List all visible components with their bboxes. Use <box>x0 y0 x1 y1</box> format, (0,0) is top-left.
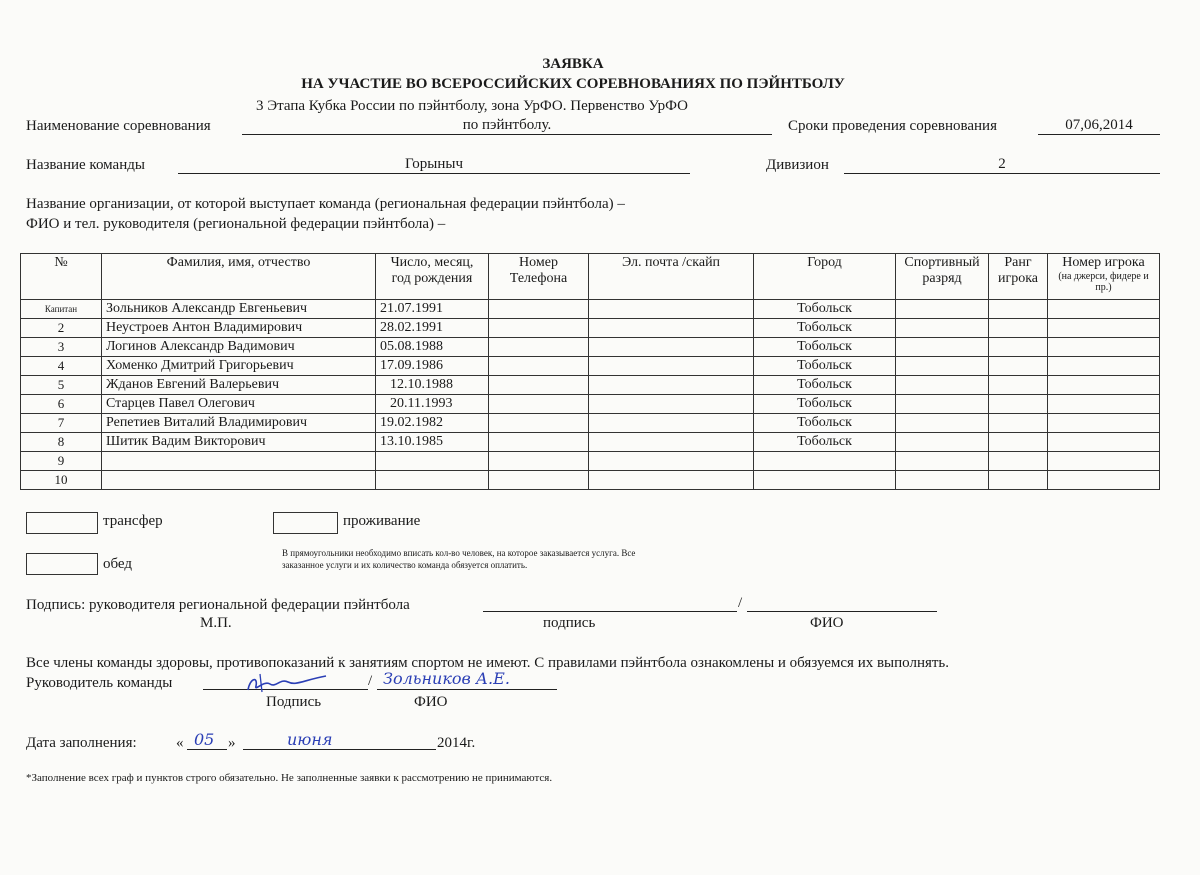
cell-fio: Хоменко Дмитрий Григорьевич <box>102 357 376 376</box>
signature-line[interactable] <box>483 595 737 612</box>
head-label: ФИО и тел. руководителя (региональной федерации пэйнтбола) – <box>26 216 446 232</box>
cell-sport-rank <box>896 414 989 433</box>
services-note: В прямоугольники необходимо вписать кол-во человек, на которое заказывается услуга. Все заказанное услуги и их количество команда обязуется оплатить. <box>282 548 636 570</box>
cell-city: Тобольск <box>754 338 896 357</box>
cell-dob: 12.10.1988 <box>376 376 489 395</box>
cell-email <box>589 338 754 357</box>
header-email: Эл. почта /скайп <box>589 254 754 300</box>
cell-num: 3 <box>21 338 102 357</box>
cell-player-rank <box>989 319 1048 338</box>
cell-sport-rank <box>896 357 989 376</box>
health-statement: Все члены команды здоровы, противопоказаний к занятиям спортом не имеют. С правилами пэйнтбола ознакомлены и обязуемся их выполнять. <box>26 655 950 671</box>
cell-email <box>589 376 754 395</box>
fio-label: ФИО <box>810 615 844 631</box>
header-player-rank: Ранг игрока <box>989 254 1048 300</box>
cell-player-number <box>1048 338 1160 357</box>
cell-fio: Репетиев Виталий Владимирович <box>102 414 376 433</box>
date-month: июня <box>287 730 333 749</box>
organization-label: Название организации, от которой выступает команда (региональная федерации пэйнтбола) – <box>26 196 625 212</box>
cell-phone <box>489 376 589 395</box>
transfer-count-box[interactable] <box>26 512 98 534</box>
cell-email <box>589 471 754 490</box>
team-leader-label: Руководитель команды <box>26 675 173 691</box>
cell-num: 8 <box>21 433 102 452</box>
cell-sport-rank <box>896 433 989 452</box>
cell-num: 5 <box>21 376 102 395</box>
header-dob: Число, месяц, год рождения <box>376 254 489 300</box>
cell-sport-rank <box>896 376 989 395</box>
cell-city: Тобольск <box>754 376 896 395</box>
cell-player-rank <box>989 376 1048 395</box>
cell-player-number <box>1048 471 1160 490</box>
cell-dob <box>376 452 489 471</box>
cell-player-rank <box>989 471 1048 490</box>
team-leader-slash: / <box>368 673 373 689</box>
cell-fio <box>102 452 376 471</box>
table-row <box>21 433 1160 452</box>
dates-label: Сроки проведения соревнования <box>788 118 997 134</box>
handwritten-signature-icon <box>240 670 330 696</box>
housing-count-box[interactable] <box>273 512 338 534</box>
cell-city: Тобольск <box>754 300 896 319</box>
competition-label: Наименование соревнования <box>26 118 211 134</box>
table-row <box>21 338 1160 357</box>
podpis-label: подпись <box>543 615 596 631</box>
team-leader-podpis-label: Подпись <box>266 694 322 710</box>
header-fio: Фамилия, имя, отчество <box>102 254 376 300</box>
cell-player-rank <box>989 395 1048 414</box>
table-row <box>21 395 1160 414</box>
table-row <box>21 319 1160 338</box>
cell-sport-rank <box>896 395 989 414</box>
header-sport-rank: Спортивный разряд <box>896 254 989 300</box>
cell-phone <box>489 338 589 357</box>
cell-dob: 19.02.1982 <box>376 414 489 433</box>
cell-player-number <box>1048 357 1160 376</box>
footnote: *Заполнение всех граф и пунктов строго обязательно. Не заполненные заявки к рассмотрению не принимаются. <box>26 772 553 784</box>
cell-fio: Шитик Вадим Викторович <box>102 433 376 452</box>
signature-label: Подпись: руководителя региональной федерации пэйнтбола <box>26 597 410 613</box>
cell-city: Тобольск <box>754 357 896 376</box>
transfer-label: трансфер <box>103 513 163 529</box>
cell-email <box>589 433 754 452</box>
table-row <box>21 471 1160 490</box>
date-open-quote: « <box>176 735 184 751</box>
cell-player-number <box>1048 452 1160 471</box>
date-month-line[interactable] <box>243 733 436 750</box>
cell-city: Тобольск <box>754 433 896 452</box>
cell-fio: Неустроев Антон Владимирович <box>102 319 376 338</box>
cell-num: Капитан <box>21 300 102 319</box>
cell-player-rank <box>989 452 1048 471</box>
table-row <box>21 357 1160 376</box>
subtitle: НА УЧАСТИЕ ВО ВСЕРОССИЙСКИХ СОРЕВНОВАНИЯХ ПО ПЭЙНТБОЛУ <box>301 76 845 92</box>
cell-dob: 20.11.1993 <box>376 395 489 414</box>
cell-player-rank <box>989 300 1048 319</box>
team-value: Горыныч <box>178 155 690 174</box>
cell-phone <box>489 395 589 414</box>
cell-num: 9 <box>21 452 102 471</box>
cell-dob: 05.08.1988 <box>376 338 489 357</box>
cell-player-rank <box>989 338 1048 357</box>
signature-fio-line[interactable] <box>747 595 937 612</box>
date-label: Дата заполнения: <box>26 735 137 751</box>
cell-city <box>754 452 896 471</box>
table-header-row <box>21 254 1160 300</box>
cell-sport-rank <box>896 471 989 490</box>
cell-phone <box>489 357 589 376</box>
header-player-number: Номер игрока (на джерси, фидере и пр.) <box>1048 254 1160 300</box>
cell-dob: 21.07.1991 <box>376 300 489 319</box>
cell-player-number <box>1048 319 1160 338</box>
division-value: 2 <box>844 155 1160 174</box>
cell-phone <box>489 414 589 433</box>
cell-sport-rank <box>896 338 989 357</box>
players-table <box>20 253 1160 490</box>
cell-phone <box>489 319 589 338</box>
cell-fio: Старцев Павел Олегович <box>102 395 376 414</box>
cell-dob <box>376 471 489 490</box>
cell-sport-rank <box>896 300 989 319</box>
cell-num: 7 <box>21 414 102 433</box>
housing-label: проживание <box>343 513 421 529</box>
table-row <box>21 300 1160 319</box>
cell-phone <box>489 300 589 319</box>
mp-label: М.П. <box>200 615 232 631</box>
table-row <box>21 414 1160 433</box>
cell-num: 2 <box>21 319 102 338</box>
cell-num: 4 <box>21 357 102 376</box>
cell-num: 6 <box>21 395 102 414</box>
division-label: Дивизион <box>766 157 829 173</box>
cell-email <box>589 319 754 338</box>
cell-sport-rank <box>896 452 989 471</box>
cell-player-rank <box>989 433 1048 452</box>
meals-label: обед <box>103 556 133 572</box>
cell-fio: Зольников Александр Евгеньевич <box>102 300 376 319</box>
competition-value-line1: 3 Этапа Кубка России по пэйнтболу, зона УрФО. Первенство УрФО <box>256 98 689 114</box>
dates-value: 07,06,2014 <box>1038 116 1160 135</box>
cell-fio <box>102 471 376 490</box>
cell-email <box>589 300 754 319</box>
cell-city <box>754 471 896 490</box>
cell-city: Тобольск <box>754 319 896 338</box>
signature-slash: / <box>738 595 743 611</box>
team-leader-fio-handwritten: Зольников А.Е. <box>383 669 510 688</box>
competition-value-line2: по пэйнтболу. <box>242 116 772 135</box>
cell-player-number <box>1048 300 1160 319</box>
cell-city: Тобольск <box>754 414 896 433</box>
team-label: Название команды <box>26 157 145 173</box>
date-day: 05 <box>194 730 215 749</box>
cell-dob: 28.02.1991 <box>376 319 489 338</box>
cell-email <box>589 357 754 376</box>
cell-dob: 17.09.1986 <box>376 357 489 376</box>
cell-player-rank <box>989 357 1048 376</box>
title: ЗАЯВКА <box>542 56 604 72</box>
header-city: Город <box>754 254 896 300</box>
cell-player-rank <box>989 414 1048 433</box>
date-close-quote: » <box>228 735 236 751</box>
table-row <box>21 452 1160 471</box>
date-year: 2014г. <box>437 735 476 751</box>
cell-player-number <box>1048 433 1160 452</box>
cell-phone <box>489 471 589 490</box>
cell-fio: Логинов Александр Вадимович <box>102 338 376 357</box>
cell-email <box>589 452 754 471</box>
cell-city: Тобольск <box>754 395 896 414</box>
cell-fio: Жданов Евгений Валерьевич <box>102 376 376 395</box>
cell-phone <box>489 433 589 452</box>
cell-email <box>589 395 754 414</box>
team-leader-fio-label: ФИО <box>414 694 448 710</box>
cell-player-number <box>1048 414 1160 433</box>
header-phone: Номер Телефона <box>489 254 589 300</box>
cell-sport-rank <box>896 319 989 338</box>
cell-num: 10 <box>21 471 102 490</box>
cell-dob: 13.10.1985 <box>376 433 489 452</box>
cell-email <box>589 414 754 433</box>
cell-player-number <box>1048 395 1160 414</box>
meals-count-box[interactable] <box>26 553 98 575</box>
cell-player-number <box>1048 376 1160 395</box>
cell-phone <box>489 452 589 471</box>
table-row <box>21 376 1160 395</box>
header-num: № <box>21 254 102 300</box>
